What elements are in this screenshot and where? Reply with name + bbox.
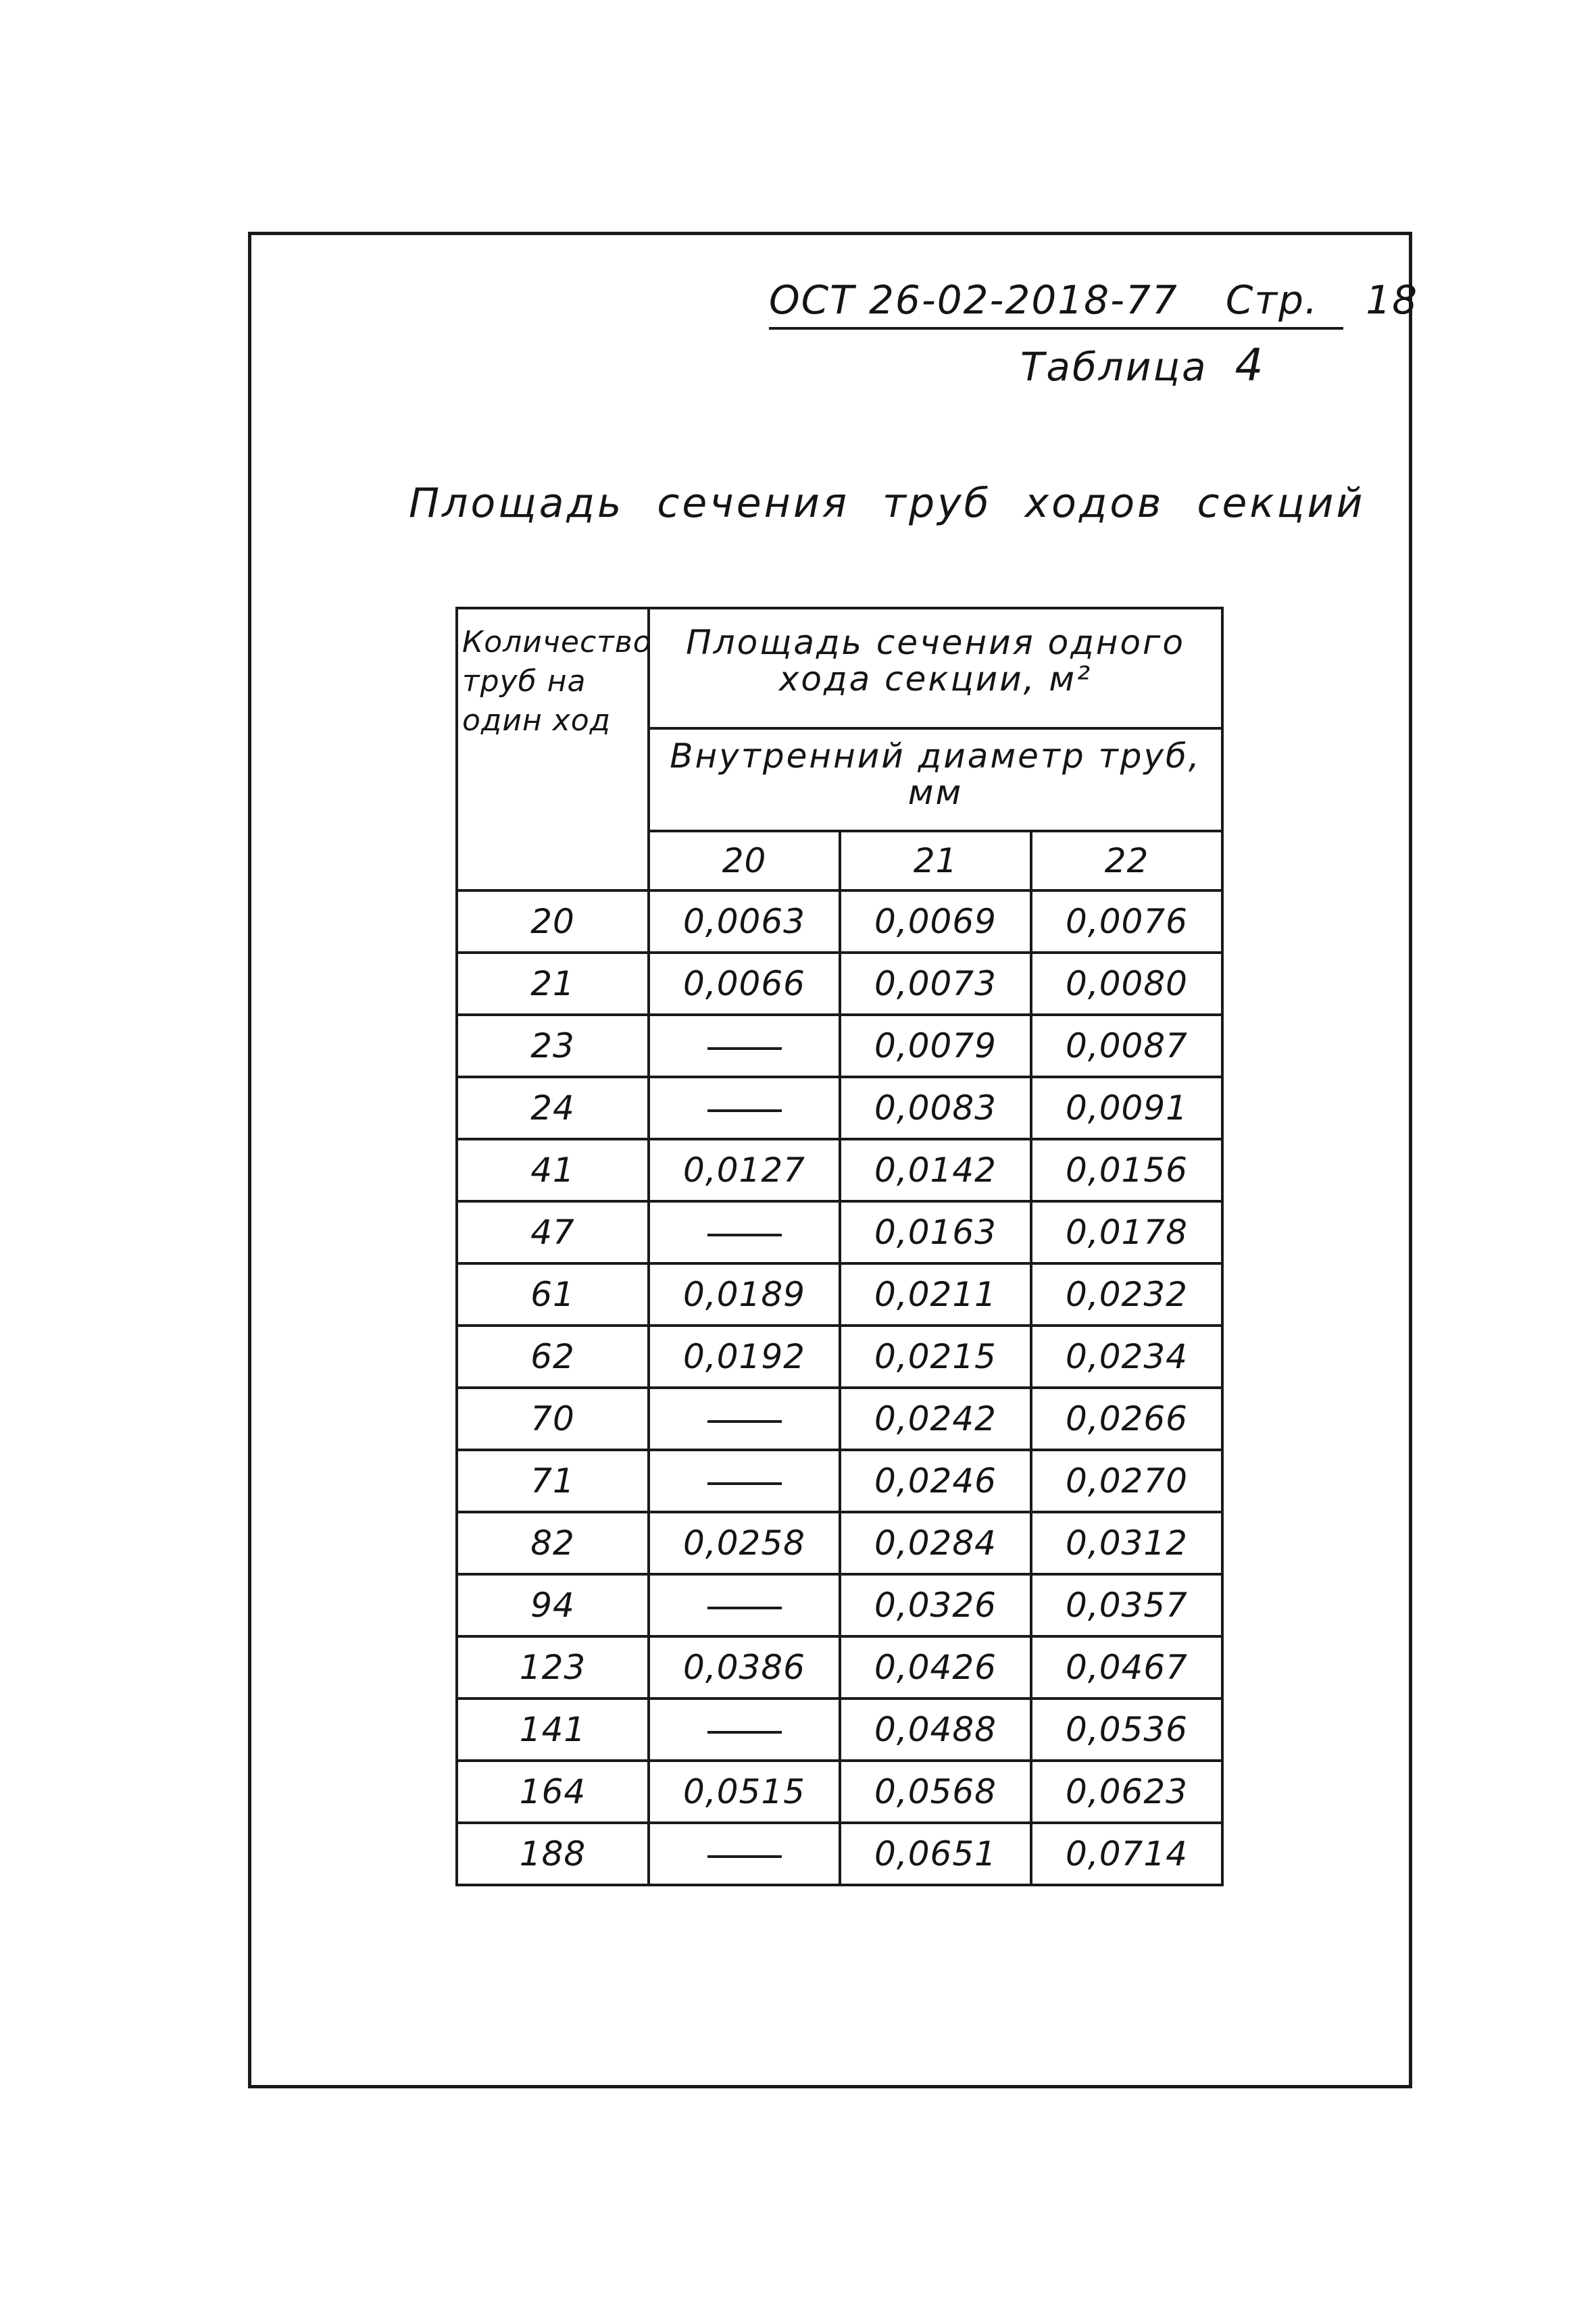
column-header-diameter-20: 20 xyxy=(649,831,840,890)
table-row xyxy=(457,1450,1222,1512)
area-value-cell: 0,0232 xyxy=(1031,1263,1222,1326)
tube-count-cell: 94 xyxy=(457,1574,649,1636)
area-value-cell: 0,0087 xyxy=(1031,1015,1222,1077)
page-label: Стр. xyxy=(1225,277,1319,323)
table-row xyxy=(457,1139,1222,1201)
table-row xyxy=(457,890,1222,953)
area-value-cell: 0,0266 xyxy=(1031,1388,1222,1450)
page-title: Площадь сечения труб ходов секций xyxy=(409,480,1366,527)
column-header-tube-count: Количество труб на один ход xyxy=(457,608,649,890)
column-header-diameter-22: 22 xyxy=(1031,831,1222,890)
table-row xyxy=(457,1388,1222,1450)
table-row xyxy=(457,1823,1222,1885)
tube-count-cell: 141 xyxy=(457,1699,649,1761)
tube-count-cell: 164 xyxy=(457,1761,649,1823)
area-value-cell: 0,0467 xyxy=(1031,1636,1222,1699)
dash-mark xyxy=(707,1234,782,1236)
tube-count-cell: 70 xyxy=(457,1388,649,1450)
area-value-cell: 0,0246 xyxy=(840,1450,1031,1512)
table-row xyxy=(457,953,1222,1015)
tube-count-cell: 20 xyxy=(457,890,649,953)
cross-section-table xyxy=(455,607,1224,1886)
tube-count-cell: 23 xyxy=(457,1015,649,1077)
empty-cell-dash xyxy=(649,1388,840,1450)
tube-count-cell: 61 xyxy=(457,1263,649,1326)
area-value-cell: 0,0242 xyxy=(840,1388,1031,1450)
area-value-cell: 0,0234 xyxy=(1031,1326,1222,1388)
area-value-cell: 0,0073 xyxy=(840,953,1031,1015)
table-row xyxy=(457,1636,1222,1699)
dash-mark xyxy=(707,1607,782,1609)
table-row xyxy=(457,1761,1222,1823)
empty-cell-dash xyxy=(649,1823,840,1885)
area-value-cell: 0,0714 xyxy=(1031,1823,1222,1885)
area-value-cell: 0,0080 xyxy=(1031,953,1222,1015)
area-value-cell: 0,0488 xyxy=(840,1699,1031,1761)
area-value-cell: 0,0178 xyxy=(1031,1201,1222,1263)
empty-cell-dash xyxy=(649,1015,840,1077)
tube-count-cell: 21 xyxy=(457,953,649,1015)
table-row xyxy=(457,1512,1222,1574)
table-row xyxy=(457,1699,1222,1761)
area-value-cell: 0,0079 xyxy=(840,1015,1031,1077)
dash-mark xyxy=(707,1482,782,1485)
tube-count-cell: 123 xyxy=(457,1636,649,1699)
table-label-text: Таблица xyxy=(1020,344,1208,390)
column-header-inner-diameter: Внутренний диаметр труб, мм xyxy=(649,728,1222,831)
tube-count-cell: 62 xyxy=(457,1326,649,1388)
table-row xyxy=(457,1015,1222,1077)
empty-cell-dash xyxy=(649,1450,840,1512)
table-label-number: 4 xyxy=(1235,339,1266,391)
empty-cell-dash xyxy=(649,1201,840,1263)
area-value-cell: 0,0127 xyxy=(649,1139,840,1201)
table-row xyxy=(457,1263,1222,1326)
area-value-cell: 0,0258 xyxy=(649,1512,840,1574)
area-value-cell: 0,0357 xyxy=(1031,1574,1222,1636)
dash-mark xyxy=(707,1731,782,1734)
dash-mark xyxy=(707,1047,782,1050)
area-value-cell: 0,0515 xyxy=(649,1761,840,1823)
dash-mark xyxy=(707,1420,782,1423)
tube-count-cell: 188 xyxy=(457,1823,649,1885)
table-label xyxy=(1020,339,1266,391)
page-number: 18 xyxy=(1366,277,1419,323)
area-value-cell: 0,0156 xyxy=(1031,1139,1222,1201)
empty-cell-dash xyxy=(649,1077,840,1139)
dash-mark xyxy=(707,1109,782,1112)
table-row xyxy=(457,1574,1222,1636)
area-value-cell: 0,0091 xyxy=(1031,1077,1222,1139)
tube-count-cell: 82 xyxy=(457,1512,649,1574)
area-value-cell: 0,0312 xyxy=(1031,1512,1222,1574)
area-value-cell: 0,0163 xyxy=(840,1201,1031,1263)
area-value-cell: 0,0063 xyxy=(649,890,840,953)
table-body xyxy=(457,890,1222,1885)
area-value-cell: 0,0386 xyxy=(649,1636,840,1699)
table-row xyxy=(457,1326,1222,1388)
area-value-cell: 0,0083 xyxy=(840,1077,1031,1139)
tube-count-cell: 41 xyxy=(457,1139,649,1201)
empty-cell-dash xyxy=(649,1574,840,1636)
tube-count-cell: 24 xyxy=(457,1077,649,1139)
tube-count-cell: 47 xyxy=(457,1201,649,1263)
area-value-cell: 0,0536 xyxy=(1031,1699,1222,1761)
tube-count-cell: 71 xyxy=(457,1450,649,1512)
area-value-cell: 0,0270 xyxy=(1031,1450,1222,1512)
area-value-cell: 0,0066 xyxy=(649,953,840,1015)
dash-mark xyxy=(707,1855,782,1858)
area-value-cell: 0,0192 xyxy=(649,1326,840,1388)
area-value-cell: 0,0568 xyxy=(840,1761,1031,1823)
area-value-cell: 0,0426 xyxy=(840,1636,1031,1699)
area-value-cell: 0,0284 xyxy=(840,1512,1031,1574)
area-value-cell: 0,0623 xyxy=(1031,1761,1222,1823)
empty-cell-dash xyxy=(649,1699,840,1761)
area-value-cell: 0,0076 xyxy=(1031,890,1222,953)
area-value-cell: 0,0189 xyxy=(649,1263,840,1326)
table-row xyxy=(457,1077,1222,1139)
area-value-cell: 0,0215 xyxy=(840,1326,1031,1388)
document-code: ОСТ 26-02-2018-77 xyxy=(769,277,1178,323)
column-header-diameter-21: 21 xyxy=(840,831,1031,890)
area-value-cell: 0,0142 xyxy=(840,1139,1031,1201)
column-header-section-area: Площадь сечения одного хода секции, м² xyxy=(649,608,1222,728)
document-header xyxy=(769,277,1419,330)
area-value-cell: 0,0069 xyxy=(840,890,1031,953)
area-value-cell: 0,0211 xyxy=(840,1263,1031,1326)
area-value-cell: 0,0651 xyxy=(840,1823,1031,1885)
area-value-cell: 0,0326 xyxy=(840,1574,1031,1636)
table-row xyxy=(457,1201,1222,1263)
